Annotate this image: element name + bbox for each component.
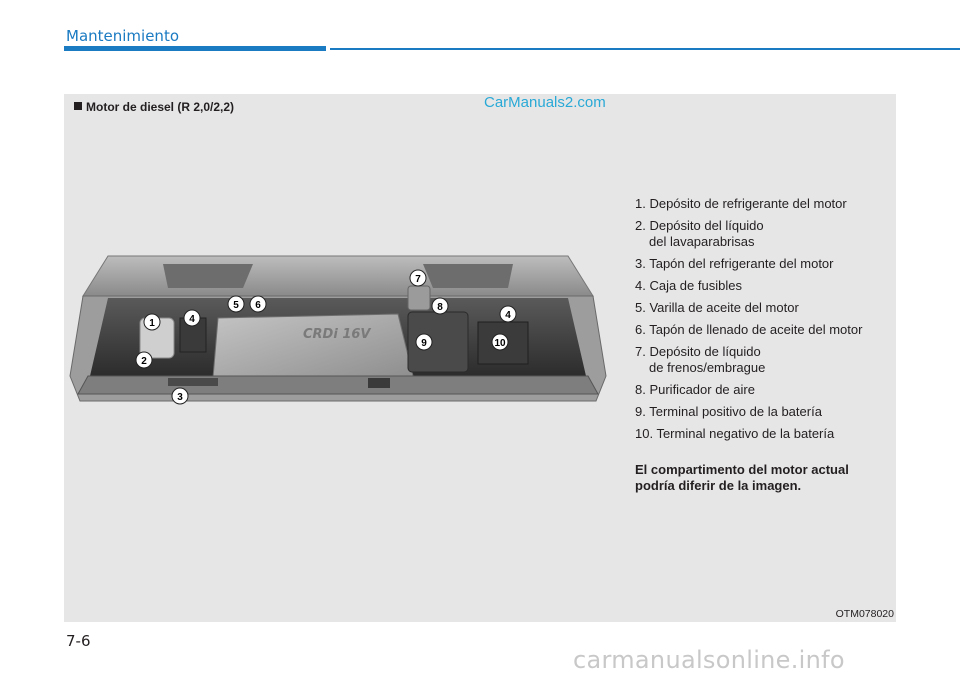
- callout-3: [172, 388, 188, 404]
- legend-item-2: 2. Depósito del líquido del lavaparabrisas: [635, 218, 764, 249]
- svg-text:1: 1: [149, 318, 155, 329]
- engine-bay-illustration: [68, 226, 608, 548]
- header-rule-thick: [64, 46, 326, 51]
- callout-2: [136, 352, 152, 368]
- header-rule-thin: [330, 48, 960, 50]
- svg-text:6: 6: [255, 300, 261, 311]
- svg-text:2: 2: [141, 356, 147, 367]
- brake-reservoir: [408, 286, 430, 310]
- legend-item-9: 9. Terminal positivo de la batería: [635, 404, 822, 419]
- svg-text:5: 5: [233, 300, 239, 311]
- figure-caption-text: Motor de diesel (R 2,0/2,2): [86, 100, 235, 114]
- legend-item-8: 8. Purificador de aire: [635, 382, 755, 397]
- site-watermark[interactable]: carmanualsonline.info: [573, 646, 845, 674]
- square-bullet-icon: [74, 102, 82, 110]
- callout-4-left: [184, 310, 200, 326]
- legend-item-3: 3. Tapón del refrigerante del motor: [635, 256, 834, 271]
- svg-text:4: 4: [505, 310, 511, 321]
- callout-5: [228, 296, 244, 312]
- image-disclaimer-note: El compartimento del motor actual podría diferir de la imagen.: [635, 462, 849, 493]
- callout-10: [492, 334, 508, 350]
- figure-code: OTM078020: [835, 608, 894, 620]
- callout-4-right: [500, 306, 516, 322]
- legend-item-5: 5. Varilla de aceite del motor: [635, 300, 799, 315]
- figure-watermark[interactable]: CarManuals2.com: [484, 94, 606, 111]
- callout-6: [250, 296, 266, 312]
- svg-text:4: 4: [189, 314, 195, 325]
- callout-7: [410, 270, 426, 286]
- section-title: Mantenimiento: [66, 27, 179, 45]
- callout-1: [144, 314, 160, 330]
- hood: [83, 256, 593, 296]
- svg-text:7: 7: [415, 274, 421, 285]
- component-legend: [635, 196, 895, 494]
- callout-8: [432, 298, 448, 314]
- callout-9: [416, 334, 432, 350]
- svg-text:10: 10: [494, 338, 506, 349]
- legend-item-4: 4. Caja de fusibles: [635, 278, 742, 293]
- engine-badge: CRDi 16V: [303, 327, 371, 342]
- front-panel: [78, 376, 598, 394]
- figure-panel: [64, 94, 896, 622]
- svg-text:9: 9: [421, 338, 427, 349]
- svg-text:8: 8: [437, 302, 443, 313]
- legend-item-7: 7. Depósito de líquido de frenos/embrague: [635, 344, 766, 375]
- svg-text:3: 3: [177, 392, 183, 403]
- legend-item-6: 6. Tapón de llenado de aceite del motor: [635, 322, 863, 337]
- figure-caption: [74, 100, 234, 114]
- legend-item-10: 10. Terminal negativo de la batería: [635, 426, 835, 441]
- page-number: 7-6: [66, 632, 91, 650]
- legend-item-1: 1. Depósito de refrigerante del motor: [635, 196, 847, 211]
- engine-cover: [213, 314, 413, 378]
